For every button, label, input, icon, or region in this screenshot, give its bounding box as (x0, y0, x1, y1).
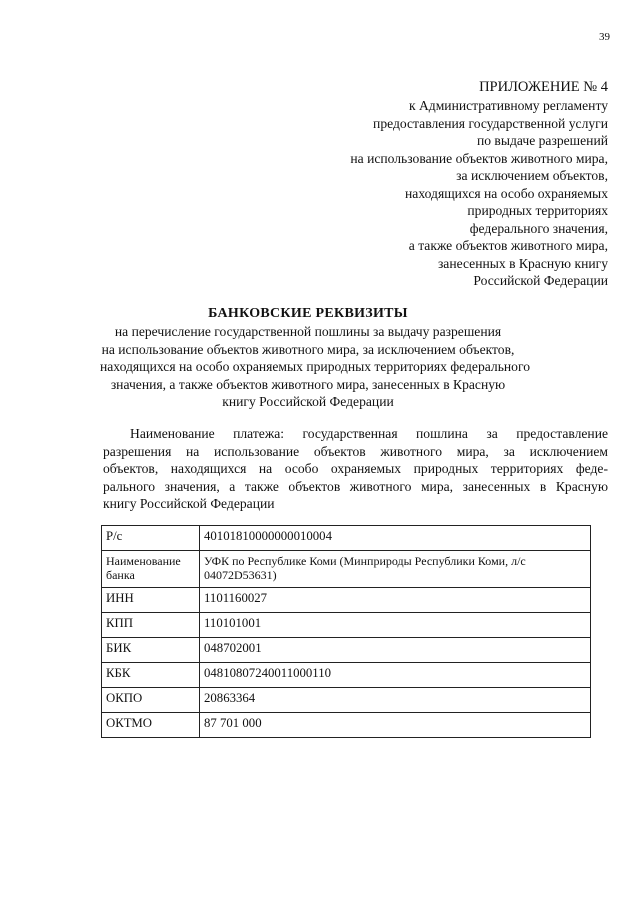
row-value: 1101160027 (200, 588, 591, 613)
appendix-line: находящихся на особо охраняемых (405, 185, 608, 201)
page-number: 39 (599, 31, 610, 43)
row-label: Р/с (102, 526, 200, 551)
purpose-line: объектов, находящихся на особо охраняемых природных территориях феде- (103, 461, 608, 476)
row-label: ОКПО (102, 688, 200, 713)
purpose-line: Наименование платежа: государственная пошлина за предоставление (130, 426, 608, 441)
heading-line: на использование объектов животного мира, за исключением объектов, (101, 341, 515, 357)
document-title: БАНКОВСКИЕ РЕКВИЗИТЫ (208, 306, 408, 321)
heading-line: книгу Российской Федерации (222, 394, 394, 409)
table-row (102, 551, 591, 588)
appendix-line: по выдаче разрешений (476, 133, 608, 148)
appendix-block (268, 78, 608, 290)
appendix-line: на использование объектов животного мира, (350, 150, 608, 166)
row-label: КПП (102, 613, 200, 638)
row-value-text: УФК по Республике Коми (Минприроды Республики Коми, л/с 04072D53631) (204, 554, 526, 582)
document-heading (100, 305, 530, 411)
row-label-text: Наименование банка (106, 554, 181, 582)
row-value: 048702001 (200, 638, 591, 663)
heading-line: значения, а также объектов животного мира, занесенных в Красную (110, 376, 506, 392)
table-row (102, 638, 591, 663)
row-value: 40101810000000010004 (200, 526, 591, 551)
appendix-line: федерального значения, (469, 220, 608, 236)
purpose-line: рального значения, а также объектов животного мира, занесенных в Красную (103, 478, 608, 494)
appendix-line: Российской Федерации (473, 273, 608, 288)
bank-details-table (101, 525, 591, 738)
row-label: ИНН (102, 588, 200, 613)
payment-purpose (103, 425, 608, 513)
row-label: ОКТМО (102, 713, 200, 738)
row-value: 110101001 (200, 613, 591, 638)
purpose-line: книгу Российской Федерации (103, 496, 275, 511)
appendix-line: к Административному регламенту (408, 98, 608, 113)
heading-line: на перечисление государственной пошлины за выдачу разрешения (114, 324, 502, 339)
row-label: БИК (102, 638, 200, 663)
appendix-line: занесенных в Красную книгу (437, 255, 608, 271)
row-label: КБК (102, 663, 200, 688)
row-value: 87 701 000 (200, 713, 591, 738)
table-row (102, 713, 591, 738)
row-label (102, 551, 200, 588)
row-value: 04810807240011000110 (200, 663, 591, 688)
table-row (102, 526, 591, 551)
appendix-line: а также объектов животного мира, (408, 238, 608, 253)
heading-line: находящихся на особо охраняемых природных территориях федерального (100, 359, 530, 374)
table-row (102, 588, 591, 613)
row-value (200, 551, 591, 588)
row-value: 20863364 (200, 688, 591, 713)
table-row (102, 613, 591, 638)
table-row (102, 688, 591, 713)
table-row (102, 663, 591, 688)
purpose-line: разрешения на использование объектов животного мира, за исключением (103, 443, 608, 459)
appendix-line: за исключением объектов, (456, 168, 608, 183)
appendix-title: ПРИЛОЖЕНИЕ № 4 (479, 79, 608, 95)
appendix-line: природных территориях (467, 203, 608, 218)
appendix-line: предоставления государственной услуги (373, 115, 608, 131)
